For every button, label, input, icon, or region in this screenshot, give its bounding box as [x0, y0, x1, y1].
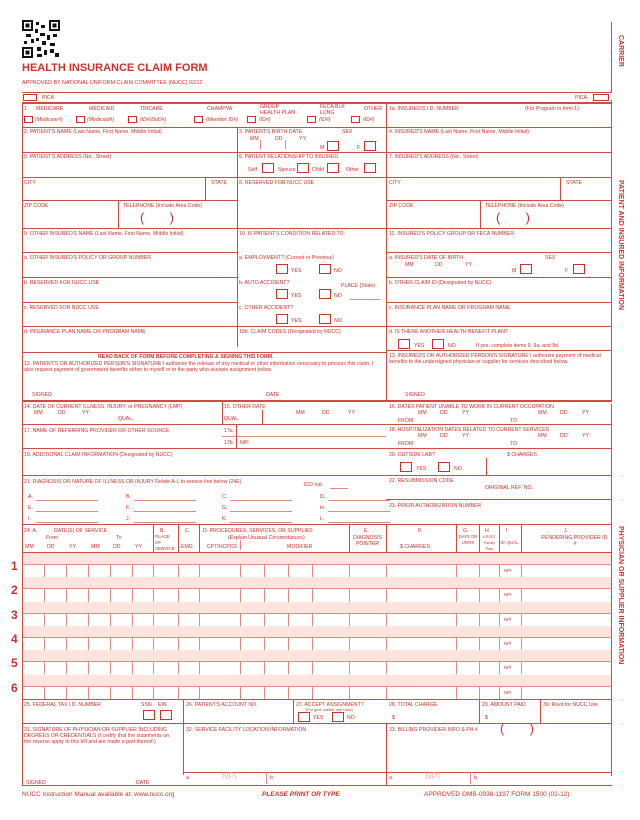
b24f-label: F.: [418, 528, 423, 534]
unable-work-label: 16. DATES PATIENT UNABLE TO WORK IN CURRENT OCCUPATION: [389, 404, 554, 410]
manual-footer: NUCC Instruction Manual available at: www.nucc.org: [22, 791, 175, 798]
sex-m-checkbox[interactable]: [327, 141, 339, 151]
another-plan-yes-checkbox[interactable]: [398, 339, 410, 349]
patient-address-label[interactable]: 5. PATIENT'S ADDRESS (No., Street): [24, 154, 112, 160]
insured-sex-label: SEX: [545, 255, 556, 261]
service-line-number: 6: [11, 680, 18, 695]
yy-label: YY: [299, 136, 306, 142]
resubmission-label: 22. RESUBMISSION CODE: [389, 478, 454, 484]
b16-from: FROM: [398, 418, 414, 424]
birth-date-label: 3. PATIENT'S BIRTH DATE: [239, 129, 303, 135]
b18-to-mm: MM: [538, 433, 547, 439]
facility-location-label[interactable]: 32. SERVICE FACILITY LOCATION INFORMATION: [186, 727, 307, 733]
dates-service-label: DATE(S) OF SERVICE: [54, 528, 108, 534]
other-acc-no: NO: [334, 318, 342, 324]
other-date-label: 15. OTHER DATE: [224, 404, 266, 410]
ein-label: EIN: [158, 702, 167, 708]
b24g-label: G.: [463, 528, 469, 534]
diag-field[interactable]: [328, 522, 390, 523]
insured-signed-label[interactable]: SIGNED: [405, 392, 425, 398]
insured-signature-text: 13. INSURED'S OR AUTHORIZED PERSON'S SIGNATURE I authorize payment of medical benefits to the undersigned physician or supplier for services described below.: [389, 353, 601, 365]
b24h-label: H.: [485, 528, 491, 534]
accept-no-checkbox[interactable]: [332, 712, 344, 722]
another-plan-label: d. IS THERE ANOTHER HEALTH BENEFIT PLAN?: [389, 329, 508, 335]
condition-related-label: 10. IS PATIENT'S CONDITION RELATED TO:: [239, 231, 346, 237]
b18-from: FROM: [398, 441, 414, 447]
service-line-shaded[interactable]: [23, 626, 611, 637]
dd-label: DD: [275, 136, 283, 142]
group-checkbox[interactable]: [247, 116, 256, 123]
b24e-label: E.: [364, 528, 369, 534]
champva-checkbox[interactable]: [194, 116, 203, 123]
another-plan-no-checkbox[interactable]: [432, 339, 444, 349]
b18-to: TO: [510, 441, 518, 447]
print-footer: PLEASE PRINT OR TYPE: [262, 791, 340, 798]
reserved-9b-label: b. RESERVED FOR NUCC USE: [24, 280, 100, 286]
feca-label: FECA BLK LUNG: [320, 104, 345, 116]
other-acc-no-checkbox[interactable]: [319, 314, 331, 324]
service-line-number: 5: [11, 656, 18, 671]
service-line-shaded[interactable]: [23, 577, 611, 588]
service-line-npi: NPI: [504, 592, 512, 598]
b32a-npi: NPI: [222, 771, 238, 781]
accept-assignment-label: 27. ACCEPT ASSIGNMENT?: [296, 702, 364, 708]
b16-to: TO: [510, 418, 518, 424]
diag-field[interactable]: [230, 522, 292, 523]
b14-yy: YY: [82, 410, 89, 416]
dollar-charges-label: $ CHARGES: [400, 544, 430, 550]
dob-dd: DD: [435, 262, 443, 268]
insured-sex-m: M: [512, 268, 517, 274]
sex-f: F: [357, 145, 361, 151]
service-line-npi: NPI: [504, 568, 512, 573]
lab-no: NO: [454, 466, 462, 472]
other-accident-label: c. OTHER ACCIDENT?: [239, 305, 294, 311]
service-line-shaded[interactable]: [23, 675, 611, 686]
service-line-number: 1: [11, 559, 18, 573]
b18-dd: DD: [440, 433, 448, 439]
employment-no-checkbox[interactable]: [319, 264, 331, 274]
rendering-label: RENDERING PROVIDER ID. #: [541, 535, 609, 547]
hospitalization-label: 18. HOSPITALIZATION DATES RELATED TO CURRENT SERVICES: [389, 427, 550, 433]
b17b-npi: NPI: [240, 440, 249, 446]
auto-no: NO: [334, 293, 342, 299]
employment-label: a. EMPLOYMENT? (Current or Previous): [239, 255, 334, 261]
medicaid-sub: (Medicaid#): [87, 117, 115, 123]
tricare-sub: (ID#/DoD#): [140, 117, 167, 123]
b24-from-mm: MM: [25, 544, 34, 550]
epsdt-label: EPSDT Family Plan: [483, 535, 496, 551]
b24a-label: 24. A.: [24, 528, 38, 534]
b15-qual: QUAL.: [224, 416, 240, 422]
diag-field[interactable]: [36, 500, 98, 501]
date-label[interactable]: DATE: [266, 392, 280, 398]
champva-label: CHAMPVA: [207, 106, 233, 112]
total-charge-label[interactable]: 28. TOTAL CHARGE: [389, 702, 438, 708]
auto-yes-checkbox[interactable]: [276, 289, 288, 299]
another-plan-yes: YES: [414, 343, 425, 349]
place-service-label: PLACE OF SERVICE: [155, 534, 175, 551]
dob-mm: MM: [405, 262, 414, 268]
additional-claim-label[interactable]: 19. ADDITIONAL CLAIM INFORMATION (Designated by NUCC): [24, 452, 173, 458]
b16-to-dd: DD: [560, 410, 568, 416]
physician-signature-label: 31. SIGNATURE OF PHYSICIAN OR SUPPLIER INCLUDING DEGREES OR CREDENTIALS (I certify that the statements on the reverse apply to this bill and are made a part thereof.): [24, 727, 170, 745]
telephone-label[interactable]: TELEPHONE (Include Area Code): [123, 203, 202, 209]
other-checkbox[interactable]: [351, 116, 360, 123]
b24i-label: I.: [506, 528, 509, 534]
b16-dd: DD: [440, 410, 448, 416]
spouse-label: Spouse: [278, 167, 296, 173]
b24c-label: C.: [185, 528, 191, 534]
other-acc-yes: YES: [291, 318, 302, 324]
b24-from-yy: YY: [69, 544, 76, 550]
claim-codes-label[interactable]: 10d. CLAIM CODES (Designated by NUCC): [239, 329, 341, 335]
service-line-shaded[interactable]: [23, 650, 611, 661]
rsvd-nucc-label: 30. Rsvd for NUCC Use: [543, 702, 599, 708]
omb-footer: APPROVED OMB-0938-1197 FORM 1500 (02-12): [424, 791, 570, 798]
program-note: (For Program in Item 1): [525, 106, 579, 112]
another-plan-no: NO: [448, 343, 456, 349]
b15-yy: YY: [348, 410, 355, 416]
diag-letter: F.: [126, 505, 131, 511]
b33b-label: b.: [474, 775, 479, 781]
original-ref-label: ORIGINAL REF. NO.: [485, 485, 533, 491]
mm-label: MM: [250, 136, 259, 142]
diag-letter: I.: [28, 516, 31, 522]
service-line-shaded[interactable]: [23, 553, 611, 564]
b24-to-dd: DD: [113, 544, 121, 550]
b15-dd: DD: [322, 410, 330, 416]
diagnosis-label: 21. DIAGNOSIS OR NATURE OF ILLNESS OR INJURY Relate A-L to service line below (24E): [24, 479, 242, 485]
medicaid-checkbox[interactable]: [76, 116, 85, 123]
auto-accident-label: b. AUTO ACCIDENT?: [239, 280, 290, 286]
patient-section-label: PATIENT AND INSURED INFORMATION: [617, 180, 624, 311]
sex-label: SEX: [342, 129, 353, 135]
diag-field[interactable]: [134, 500, 196, 501]
b18-to-dd: DD: [560, 433, 568, 439]
service-line-shaded[interactable]: [23, 602, 611, 613]
qr-code: [22, 20, 60, 58]
pica-right-checkbox[interactable]: [593, 94, 609, 101]
medicaid-label: MEDICAID: [89, 106, 115, 112]
feca-sub: (ID#): [319, 117, 331, 123]
b18-to-yy: YY: [582, 433, 589, 439]
prior-auth-label[interactable]: 23. PRIOR AUTHORIZATION NUMBER: [389, 503, 482, 509]
policy-group-label[interactable]: 11. INSURED'S POLICY GROUP OR FECA NUMBER: [389, 231, 514, 237]
b14-dd: DD: [58, 410, 66, 416]
billing-provider-label[interactable]: 33. BILLING PROVIDER INFO & PH #: [389, 727, 478, 733]
diag-field[interactable]: [230, 500, 292, 501]
patient-name-label[interactable]: 2. PATIENT'S NAME (Last Name, First Name, Middle Initial): [24, 129, 162, 135]
if-yes-note: If yes, complete items 9, 9a, and 9d.: [476, 343, 560, 349]
accept-no: NO: [347, 715, 355, 721]
b16-to-yy: YY: [582, 410, 589, 416]
diag-letter: D.: [320, 494, 326, 500]
patient-signature-text: 12. PATIENT'S OR AUTHORIZED PERSON'S SIGNATURE I authorize the release of any medical or other information necessary to process this claim. I also request payment of government benefits either to myself or to the party who accepts assignment below.: [24, 361, 374, 373]
b14-qual: QUAL.: [118, 416, 134, 422]
diag-letter: L.: [320, 516, 325, 522]
other-insured-name-label[interactable]: 9. OTHER INSURED'S NAME (Last Name, First Name, Middle Initial): [24, 231, 184, 237]
reserved-9c-label: c. RESERVED FOR NUCC USE: [24, 305, 99, 311]
from-small: From: [46, 535, 59, 541]
insured-state-label[interactable]: STATE: [566, 180, 582, 186]
diag-field[interactable]: [328, 500, 390, 501]
self-checkbox[interactable]: [262, 163, 274, 173]
service-line-npi: NPI: [504, 665, 512, 671]
group-sub: (ID#): [259, 117, 271, 123]
champva-sub: (Member ID#): [206, 117, 238, 123]
ssn-checkbox[interactable]: [143, 710, 155, 720]
dob-yy: YY: [465, 262, 472, 268]
reserved-8-label: 8. RESERVED FOR NUCC USE: [239, 180, 315, 186]
pica-right-label: PICA: [575, 95, 588, 101]
b17a-label: 17a.: [224, 428, 235, 434]
b18-yy: YY: [462, 433, 469, 439]
city-label[interactable]: CITY: [24, 180, 36, 186]
b20-charges: $ CHARGES: [507, 452, 537, 458]
pica-left-checkbox[interactable]: [23, 94, 37, 101]
auto-no-checkbox[interactable]: [319, 289, 331, 299]
lab-yes: YES: [416, 466, 427, 472]
insured-id-label[interactable]: 1a. INSURED'S I.D. NUMBER: [389, 106, 459, 112]
medicare-label: MEDICARE: [36, 106, 64, 112]
service-line-number: 2: [11, 583, 18, 598]
insurance-plan-label[interactable]: c. INSURANCE PLAN NAME OR PROGRAM NAME: [389, 305, 511, 311]
b15-mm: MM: [296, 410, 305, 416]
other-policy-label[interactable]: a. OTHER INSURED'S POLICY OR GROUP NUMBER: [24, 255, 152, 261]
accept-yes: YES: [313, 715, 324, 721]
auto-yes: YES: [291, 293, 302, 299]
diag-letter: E.: [28, 505, 33, 511]
b32a-label: a.: [186, 775, 191, 781]
diag-letter: H.: [320, 505, 326, 511]
b24-to-mm: MM: [91, 544, 100, 550]
insured-m-checkbox[interactable]: [520, 264, 532, 274]
other-claim-label[interactable]: b. OTHER CLAIM ID (Designated by NUCC): [389, 280, 492, 286]
physician-section-label: PHYSICIAN OR SUPPLIER INFORMATION: [617, 526, 624, 665]
b31-date[interactable]: DATE: [136, 780, 150, 786]
insured-f-checkbox[interactable]: [573, 264, 585, 274]
other-rel-checkbox[interactable]: [364, 163, 376, 173]
insured-name-label[interactable]: 4. INSURED'S NAME (Last Name, First Name, Middle Initial): [389, 129, 529, 135]
insured-city-label[interactable]: CITY: [389, 180, 401, 186]
tricare-checkbox[interactable]: [128, 116, 137, 123]
lab-yes-checkbox[interactable]: [400, 462, 412, 472]
other-acc-yes-checkbox[interactable]: [276, 314, 288, 324]
emg-label: EMG: [181, 544, 193, 550]
box1-label: 1.: [24, 106, 29, 112]
sex-f-checkbox[interactable]: [364, 141, 376, 151]
diag-field[interactable]: [328, 511, 390, 512]
insured-telephone-label[interactable]: TELEPHONE (Include Area Code): [485, 203, 564, 209]
insured-zip-label[interactable]: ZIP CODE: [389, 203, 414, 209]
employment-yes-checkbox[interactable]: [276, 264, 288, 274]
diag-field[interactable]: [134, 522, 196, 523]
b17b-label: 17b.: [224, 440, 235, 446]
employment-no: NO: [334, 268, 342, 274]
tricare-label: TRICARE: [140, 106, 163, 112]
insurance-plan-9d-label[interactable]: d. INSURANCE PLAN NAME OR PROGRAM NAME: [24, 329, 146, 335]
b18-mm: MM: [418, 433, 427, 439]
feca-checkbox[interactable]: [307, 116, 316, 123]
insured-dob-label: a. INSURED'S DATE OF BIRTH: [389, 255, 464, 261]
medicare-sub: (Medicare#): [35, 117, 63, 123]
diag-field[interactable]: [230, 511, 292, 512]
group-label: GROUP HEALTH PLAN: [260, 104, 296, 116]
id-qual-label: ID. QUAL.: [500, 540, 520, 545]
b31-signed[interactable]: SIGNED: [26, 780, 46, 786]
paid-dollar: $: [485, 715, 488, 721]
b24b-label: B.: [160, 528, 165, 534]
service-line-npi: NPI: [504, 689, 512, 695]
self-label: Self: [248, 167, 257, 173]
diag-letter: G.: [222, 505, 228, 511]
to-small: To: [116, 535, 122, 541]
b32b-label: b.: [270, 775, 275, 781]
form-title: HEALTH INSURANCE CLAIM FORM: [22, 62, 208, 74]
employment-yes: YES: [291, 268, 302, 274]
ssn-label: SSN: [141, 702, 152, 708]
spouse-checkbox[interactable]: [297, 163, 309, 173]
amount-paid-label[interactable]: 29. AMOUNT PAID: [482, 702, 526, 708]
b16-yy: YY: [462, 410, 469, 416]
other-sub: (ID#): [363, 117, 375, 123]
accept-yes-checkbox[interactable]: [298, 712, 310, 722]
service-line-npi: NPI: [504, 616, 512, 622]
service-line-number: 3: [11, 607, 18, 622]
diag-letter: B.: [126, 494, 131, 500]
pica-left-label: PICA: [42, 95, 55, 101]
b33a-npi: NPI: [425, 771, 441, 781]
service-line-npi: NPI: [504, 640, 512, 646]
b24-to-yy: YY: [135, 544, 142, 550]
insured-address-label[interactable]: 7. INSURED'S ADDRESS (No., Street): [389, 154, 479, 160]
current-illness-label: 14. DATE OF CURRENT ILLNESS, INJURY, or PREGNANCY (LMP): [24, 404, 183, 410]
total-dollar: $: [392, 715, 395, 721]
diag-field[interactable]: [134, 511, 196, 512]
days-units-label: DAYS OR UNITS: [458, 534, 478, 545]
diag-letter: K.: [222, 516, 227, 522]
medicare-checkbox[interactable]: [24, 116, 33, 123]
explain-label: (Explain Unusual Circumstances): [228, 535, 305, 541]
relationship-label: 6. PATIENT RELATIONSHIP TO INSURED: [239, 154, 339, 160]
diag-letter: J.: [126, 516, 131, 522]
b24-from-dd: DD: [47, 544, 55, 550]
b16-mm: MM: [418, 410, 427, 416]
carrier-label: CARRIER: [617, 35, 624, 67]
outside-lab-label: 20. OUTSIDE LAB?: [389, 452, 435, 458]
b14-mm: MM: [34, 410, 43, 416]
child-checkbox[interactable]: [327, 163, 339, 173]
referring-provider-label[interactable]: 17. NAME OF REFERRING PROVIDER OR OTHER SOURCE: [24, 428, 170, 434]
ein-checkbox[interactable]: [160, 710, 172, 720]
diag-field[interactable]: [36, 511, 98, 512]
child-label: Child: [312, 167, 324, 173]
modifier-label: MODIFIER: [287, 544, 313, 550]
signed-label[interactable]: SIGNED: [32, 392, 52, 398]
other-label: OTHER: [364, 106, 383, 112]
account-no-label[interactable]: 26. PATIENT'S ACCOUNT NO.: [186, 702, 258, 708]
b33a-label: a.: [389, 775, 394, 781]
icd-label: ICD Ind.: [304, 482, 324, 488]
insured-sex-f: F: [565, 268, 569, 274]
diag-pointer-label: DIAGNOSIS POINTER: [353, 535, 382, 547]
b24j-label: J.: [564, 528, 569, 534]
cpt-label: CPT/HCPCS: [207, 544, 237, 550]
tax-id-label[interactable]: 25. FEDERAL TAX I.D. NUMBER: [24, 702, 101, 708]
place-state-label: PLACE (State): [341, 283, 376, 289]
b27-note: (For govt. claims, see back): [306, 708, 353, 712]
approval-text: APPROVED BY NATIONAL UNIFORM CLAIM COMMITTEE (NUCC) 02/12: [22, 80, 203, 86]
sex-m: M: [320, 145, 325, 151]
diag-letter: A.: [28, 494, 33, 500]
state-label[interactable]: STATE: [211, 180, 227, 186]
diag-letter: C.: [222, 494, 228, 500]
service-line-number: 4: [11, 631, 18, 646]
read-back-label: READ BACK OF FORM BEFORE COMPLETING & SIGNING THIS FORM.: [98, 354, 274, 360]
zip-label[interactable]: ZIP CODE: [24, 203, 49, 209]
diag-field[interactable]: [36, 522, 98, 523]
procedures-label: D. PROCEDURES, SERVICES, OR SUPPLIES: [203, 528, 313, 534]
b16-to-mm: MM: [538, 410, 547, 416]
other-rel-label: Other: [346, 167, 359, 173]
lab-no-checkbox[interactable]: [438, 462, 450, 472]
